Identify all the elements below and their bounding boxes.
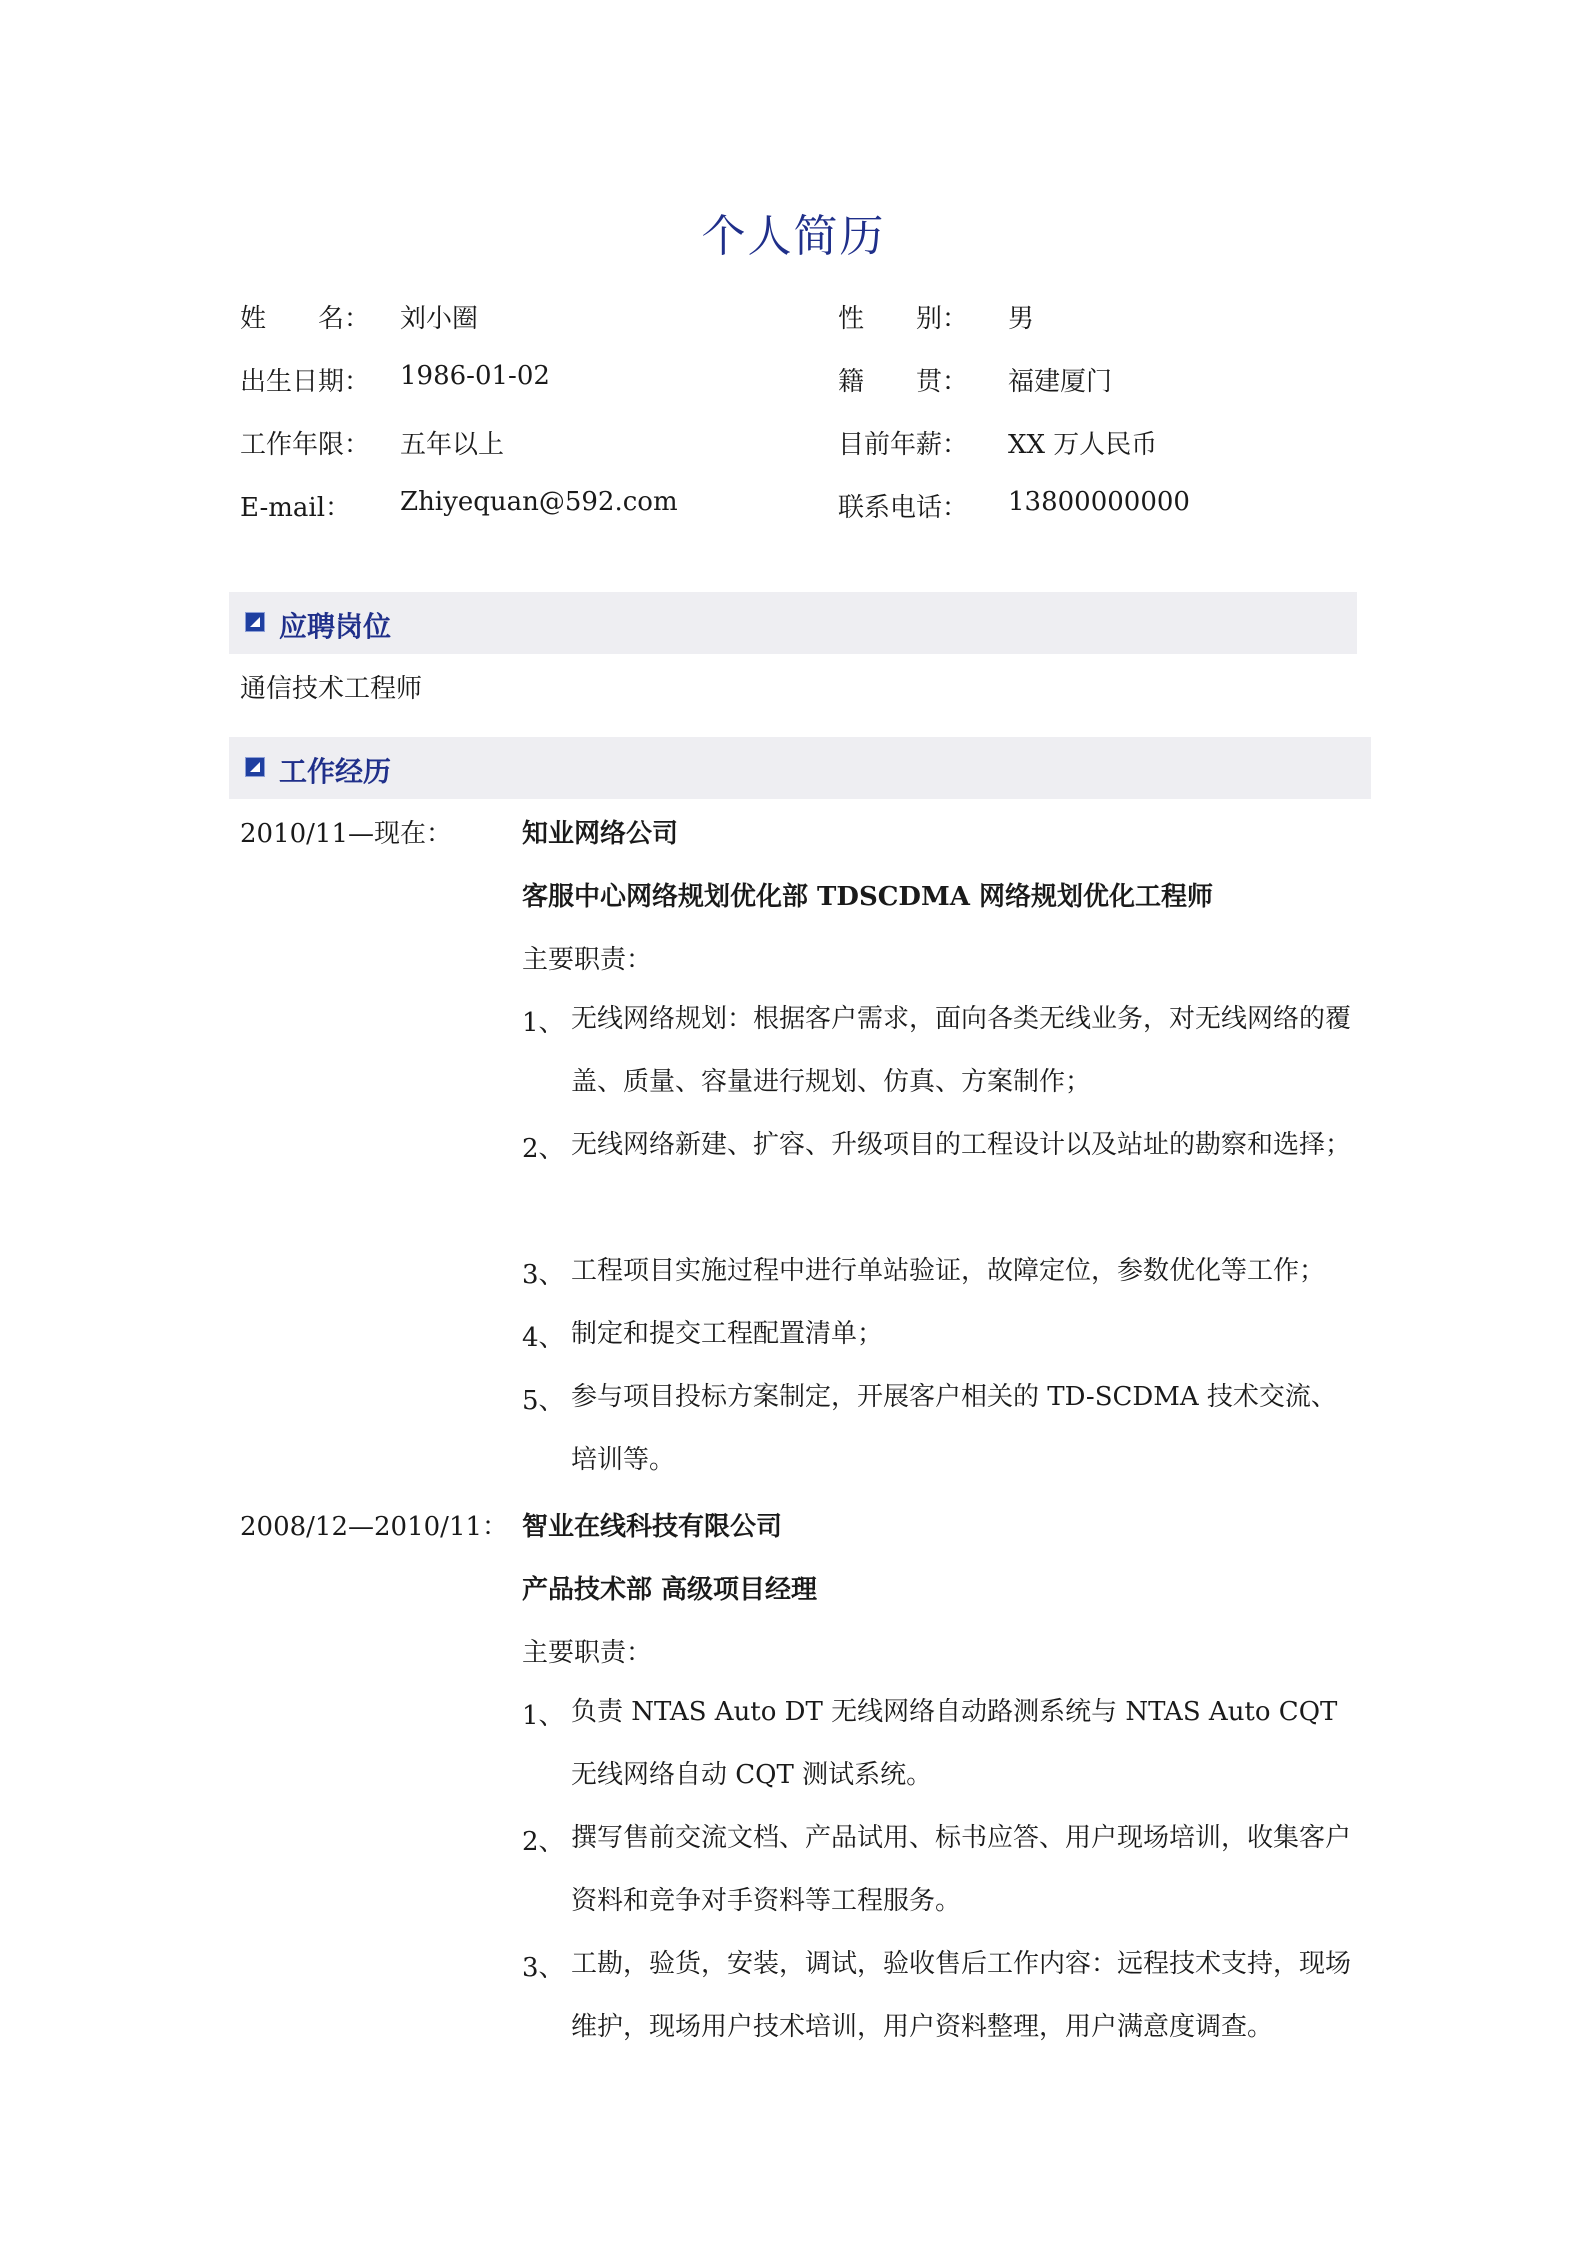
duty-label: 主要职责： <box>522 945 653 975</box>
duty-text: 制定和提交工程配置清单； <box>571 1319 884 1349</box>
salary-value: XX 万人民币 <box>1008 430 1158 460</box>
job-role: 客服中心网络规划优化部 TDSCDMA 网络规划优化工程师 <box>522 882 1213 912</box>
email-label: E-mail： <box>240 493 352 523</box>
duty-number: 1、 <box>522 1701 565 1731</box>
section-bullet-icon <box>245 757 265 777</box>
name-value: 刘小圈 <box>400 304 479 334</box>
duty-number: 2、 <box>522 1827 565 1857</box>
job-period: 2008/12—2010/11： <box>240 1512 509 1542</box>
page-title: 个人简历 <box>701 211 886 262</box>
salary-label: 目前年薪： <box>838 430 969 460</box>
duty-text: 参与项目投标方案制定，开展客户相关的 TD-SCDMA 技术交流、培训等。 <box>571 1382 1337 1475</box>
gender-value: 男 <box>1008 304 1035 334</box>
info-row-contact <box>0 477 1587 537</box>
info-row-name <box>0 288 1587 348</box>
info-row-birth <box>0 351 1587 411</box>
section-header-position <box>229 592 1357 654</box>
birth-value: 1986-01-02 <box>400 361 550 391</box>
birth-label: 出生日期： <box>240 367 371 397</box>
duty-number: 3、 <box>522 1260 565 1290</box>
duty-number: 1、 <box>522 1008 565 1038</box>
duty-text: 撰写售前交流文档、产品试用、标书应答、用户现场培训，收集客户资料和竞争对手资料等工程服务。 <box>571 1823 1352 1916</box>
info-row-years <box>0 414 1587 474</box>
email-value: Zhiyequan@592.com <box>400 487 678 517</box>
native-value: 福建厦门 <box>1008 367 1113 397</box>
phone-label: 联系电话： <box>838 493 969 523</box>
section-bullet-icon <box>245 612 265 632</box>
name-label: 姓 名： <box>240 304 371 334</box>
section-header-experience <box>229 737 1371 799</box>
duty-text: 负责 NTAS Auto DT 无线网络自动路测系统与 NTAS Auto CQT 无线网络自动 CQT 测试系统。 <box>571 1697 1338 1790</box>
job-role: 产品技术部 高级项目经理 <box>522 1575 818 1605</box>
section-title: 应聘岗位 <box>279 610 392 643</box>
job-company: 知业网络公司 <box>522 819 679 849</box>
section-title: 工作经历 <box>279 755 392 788</box>
duty-number: 4、 <box>522 1323 565 1353</box>
duty-text: 工程项目实施过程中进行单站验证，故障定位，参数优化等工作； <box>571 1256 1326 1286</box>
native-label: 籍 贯： <box>838 367 969 397</box>
duty-number: 2、 <box>522 1134 565 1164</box>
duty-text: 无线网络新建、扩容、升级项目的工程设计以及站址的勘察和选择； <box>571 1130 1352 1160</box>
duty-text: 无线网络规划：根据客户需求，面向各类无线业务，对无线网络的覆盖、质量、容量进行规划、仿真、方案制作； <box>571 1004 1352 1097</box>
duty-text: 工勘，验货，安装，调试，验收售后工作内容：远程技术支持，现场维护，现场用户技术培训，用户资料整理，用户满意度调查。 <box>571 1949 1352 2042</box>
duty-number: 5、 <box>522 1386 565 1416</box>
duty-label: 主要职责： <box>522 1638 653 1668</box>
years-value: 五年以上 <box>400 430 505 460</box>
gender-label: 性 别： <box>838 304 969 334</box>
position-content: 通信技术工程师 <box>240 674 423 704</box>
years-label: 工作年限： <box>240 430 371 460</box>
job-company: 智业在线科技有限公司 <box>522 1512 783 1542</box>
phone-value: 13800000000 <box>1008 487 1190 517</box>
duty-number: 3、 <box>522 1953 565 1983</box>
job-period: 2010/11—现在： <box>240 819 453 849</box>
